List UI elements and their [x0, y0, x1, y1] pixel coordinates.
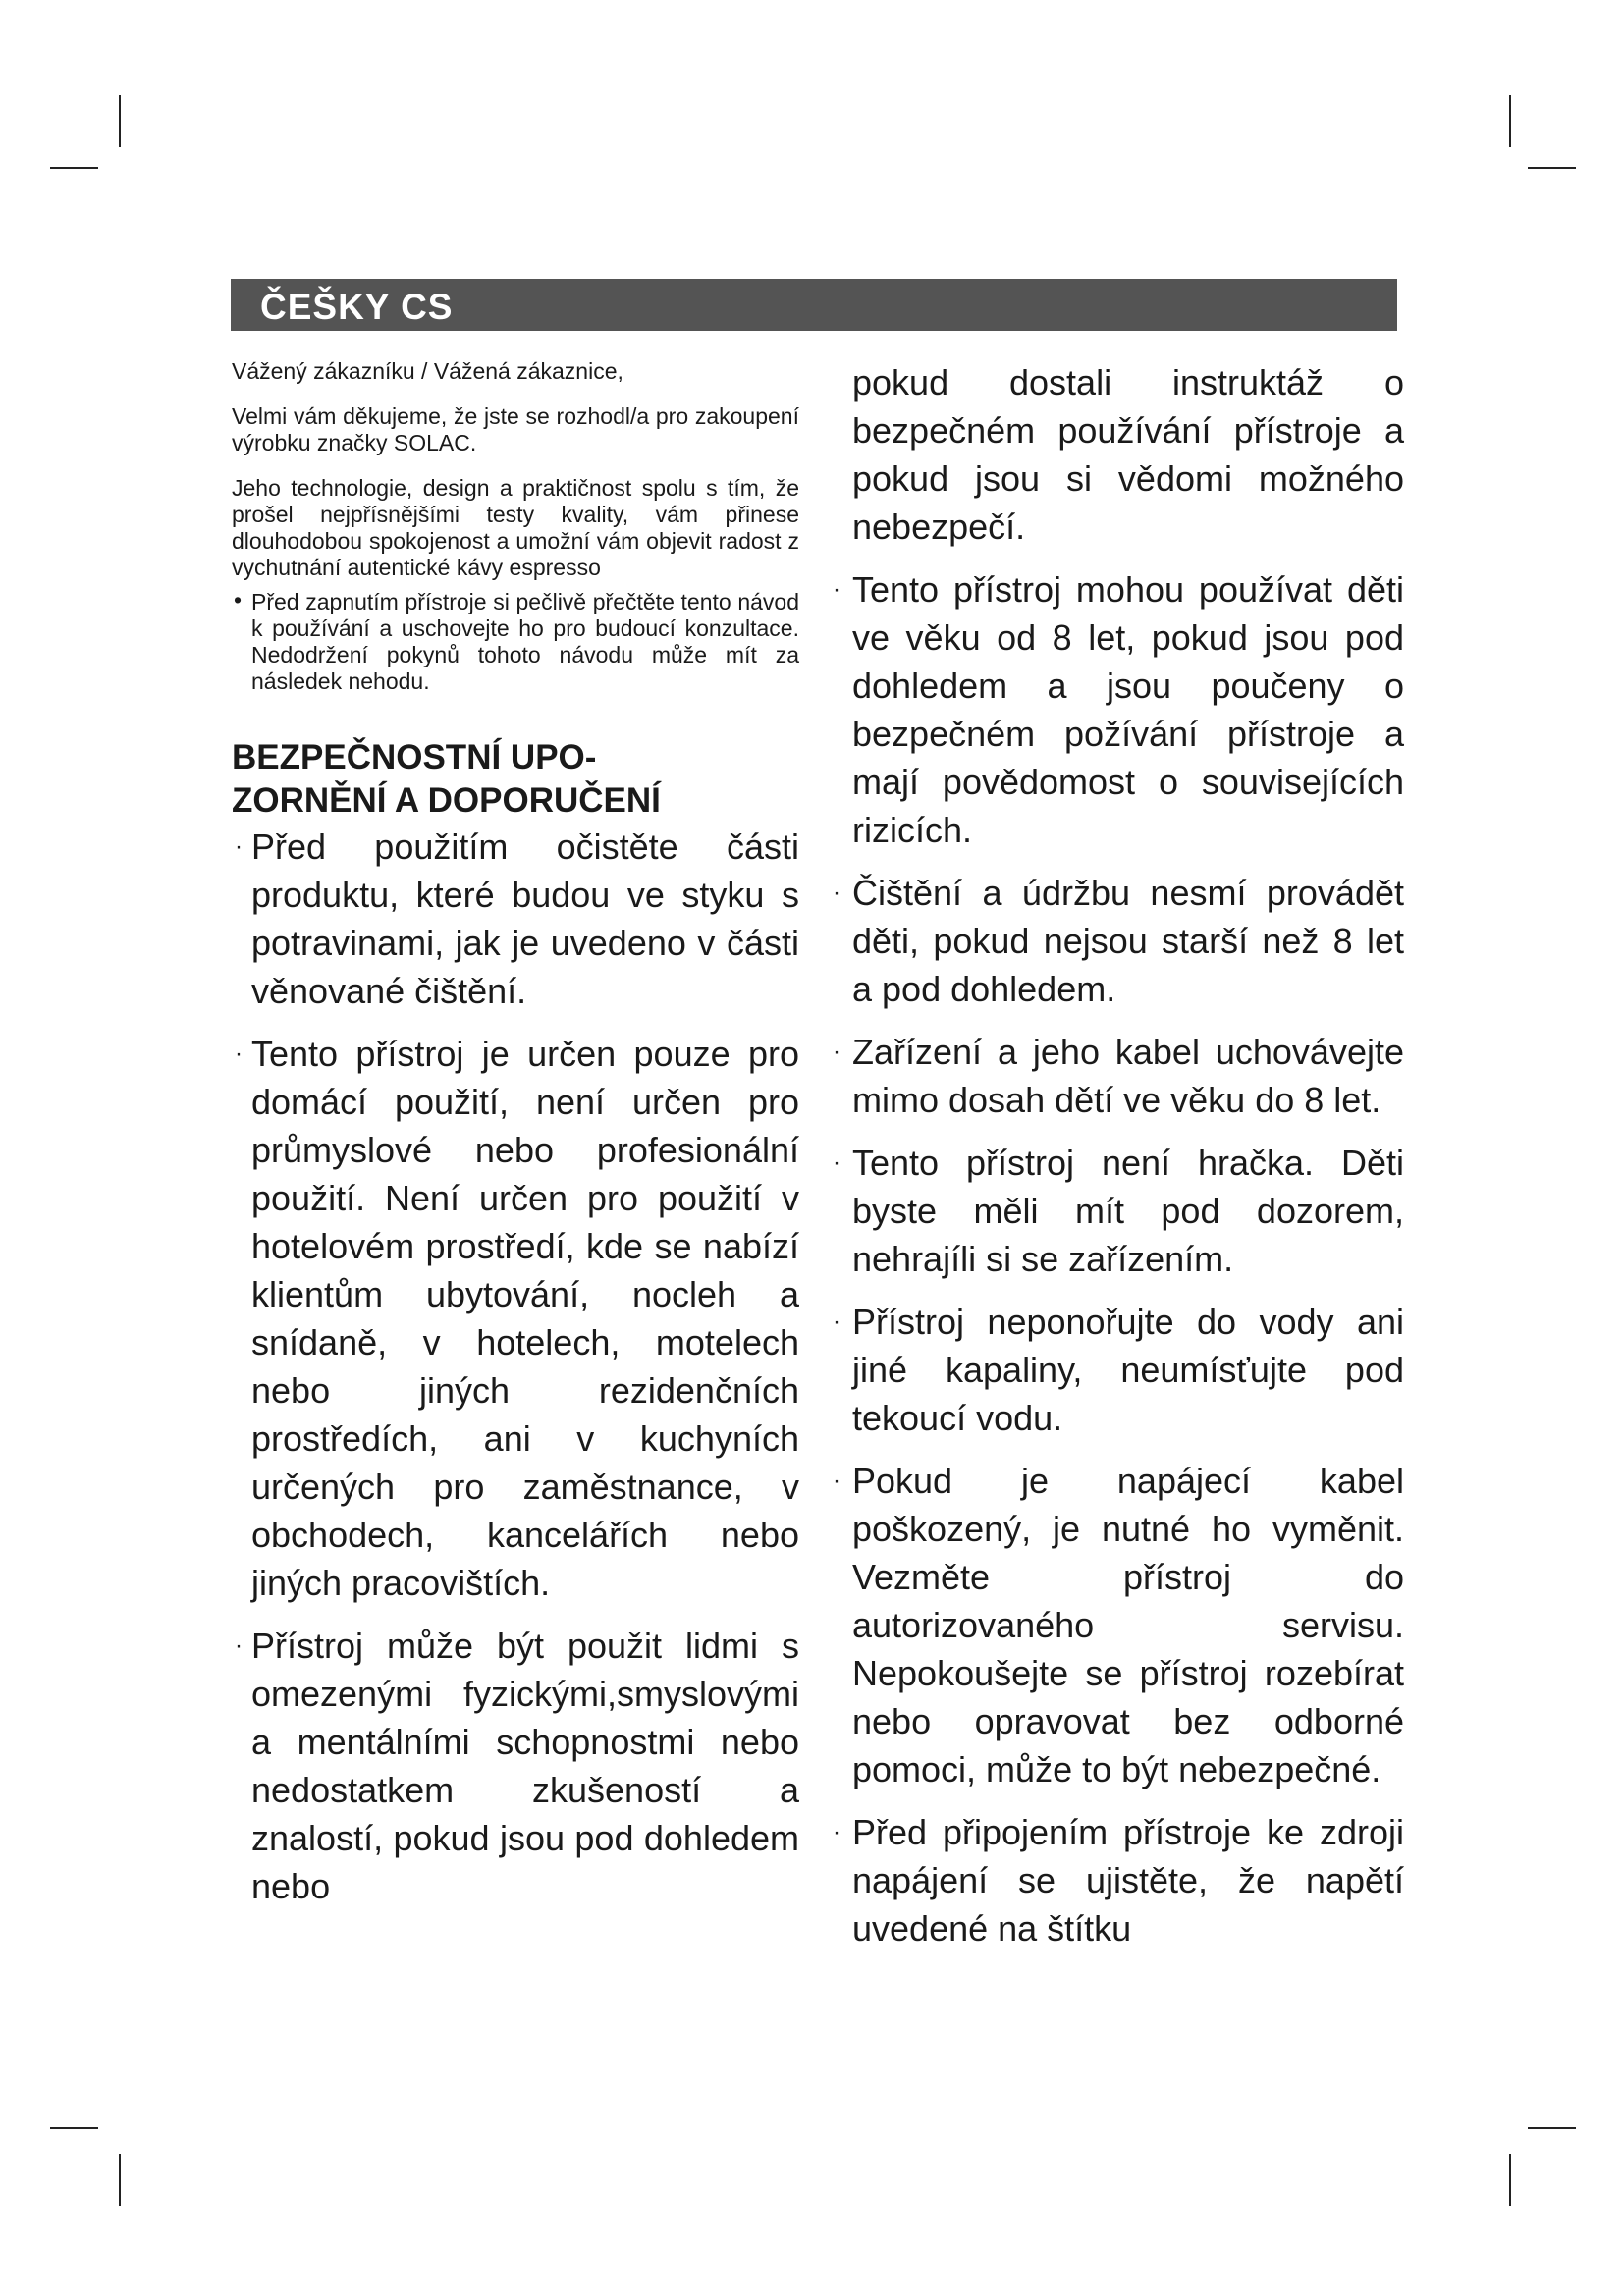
safety-item: [830, 1298, 1404, 1442]
safety-section-title: BEZPEČNOSTNÍ UPO- ZORNĚNÍ A DOPORUČENÍ: [232, 738, 661, 820]
safety-item: [830, 565, 1404, 854]
bullet-dot: •: [234, 587, 243, 613]
safety-item-text: Tento přístroj je určen pouze pro domácí použití, není určen pro průmyslové nebo profesionální použití. Není určen pro použití v hotelovém prostředí, kde se nabízí klientům ubytování, nocleh a snídaně, v hotelech, motelech nebo jiných rezidenčních prostředích, ani v kuchyních určených pro zaměstnance, v obchodech, kancelářích nebo jiných pracovištích.: [251, 1034, 799, 1603]
bullet-dot: ·: [235, 833, 243, 860]
intro-thanks: Velmi vám děkujeme, že jste se rozhodl/a pro zakoupení výrobku značky SOLAC.: [232, 403, 799, 455]
bullet-dot: ·: [833, 1039, 840, 1065]
right-column: [830, 358, 1404, 1967]
intro-technology: Jeho technologie, design a praktičnost spolu s tím, že prošel nejpřísnějšími testy kvality, vám přinese dlouhodobou spokojenost a umožní vám objevit radost z vychutnání autentické kávy espresso: [232, 475, 799, 580]
bullet-dot: ·: [833, 880, 840, 906]
safety-item: [830, 1028, 1404, 1124]
crop-mark-bottom-right-horizontal: [1528, 2127, 1576, 2129]
safety-item-text: Zařízení a jeho kabel uchovávejte mimo dosah dětí ve věku do 8 let.: [852, 1032, 1404, 1120]
safety-item: [232, 1030, 799, 1607]
bullet-dot: ·: [235, 1632, 243, 1659]
bullet-dot: ·: [833, 576, 840, 603]
bullet-dot: ·: [833, 1308, 840, 1335]
safety-item-text: Přístroj neponořujte do vody ani jiné kapaliny, neumísťujte pod tekoucí vodu.: [852, 1302, 1404, 1438]
bullet-dot: ·: [235, 1041, 243, 1067]
left-column: [232, 358, 799, 1925]
intro-greeting: Vážený zákazníku / Vážená zákaznice,: [232, 358, 623, 384]
crop-mark-top-left-vertical: [119, 95, 121, 147]
crop-mark-top-left-horizontal: [50, 167, 98, 169]
safety-item-text: Čištění a údržbu nesmí provádět děti, pokud nejsou starší než 8 let a pod dohledem.: [852, 873, 1404, 1009]
safety-item-text: Přístroj může být použit lidmi s omezenými fyzickými,smyslovými a mentálními schopnostmi nebo nedostatkem zkušeností a znalostí, pokud jsou pod dohledem nebo: [251, 1626, 799, 1906]
safety-item-text: Před použitím očistěte části produktu, které budou ve styku s potravinami, jak je uvedeno v části věnované čištění.: [251, 827, 799, 1011]
safety-item-text: Před připojením přístroje ke zdroji napájení se ujistěte, že napětí uvedené na štítku: [852, 1812, 1404, 1949]
language-header-bar: [231, 279, 1397, 331]
safety-item: [830, 1808, 1404, 1952]
crop-mark-bottom-left-horizontal: [50, 2127, 98, 2129]
safety-item: [830, 1457, 1404, 1793]
language-header-title: ČEŠKY CS: [260, 287, 454, 327]
bullet-dot: ·: [833, 1149, 840, 1176]
safety-item: [830, 869, 1404, 1013]
intro-read-manual-text: Před zapnutím přístroje si pečlivě přečtěte tento návod k používání a uschovejte ho pro budoucí konzultace. Nedodržení pokynů tohoto návodu může mít za následek nehodu.: [251, 589, 799, 694]
safety-item-text: Tento přístroj není hračka. Děti byste měli mít pod dozorem, nehrajíli si se zařízením.: [852, 1143, 1404, 1279]
safety-item: [232, 1622, 799, 1910]
safety-item-text: Pokud je napájecí kabel poškozený, je nutné ho vyměnit. Vezměte přístroj do autorizovaného servisu. Nepokoušejte se přístroj rozebírat nebo opravovat bez odborné pomoci, může to být nebezpečné.: [852, 1461, 1404, 1789]
safety-item: [830, 1139, 1404, 1283]
intro-read-manual-item: [232, 589, 799, 695]
safety-item: [232, 823, 799, 1015]
crop-mark-top-right-horizontal: [1528, 167, 1576, 169]
crop-mark-bottom-left-vertical: [119, 2154, 121, 2206]
crop-mark-bottom-right-vertical: [1509, 2154, 1511, 2206]
safety-item-text: Tento přístroj mohou používat děti ve věku od 8 let, pokud jsou pod dohledem a jsou poučeny o bezpečném požívání přístroje a mají povědomost o souvisejících rizicích.: [852, 569, 1404, 850]
crop-mark-top-right-vertical: [1509, 95, 1511, 147]
bullet-dot: ·: [833, 1468, 840, 1494]
safety-item-continuation: pokud dostali instruktáž o bezpečném používání přístroje a pokud jsou si vědomi možného nebezpečí.: [852, 362, 1404, 547]
bullet-dot: ·: [833, 1819, 840, 1845]
